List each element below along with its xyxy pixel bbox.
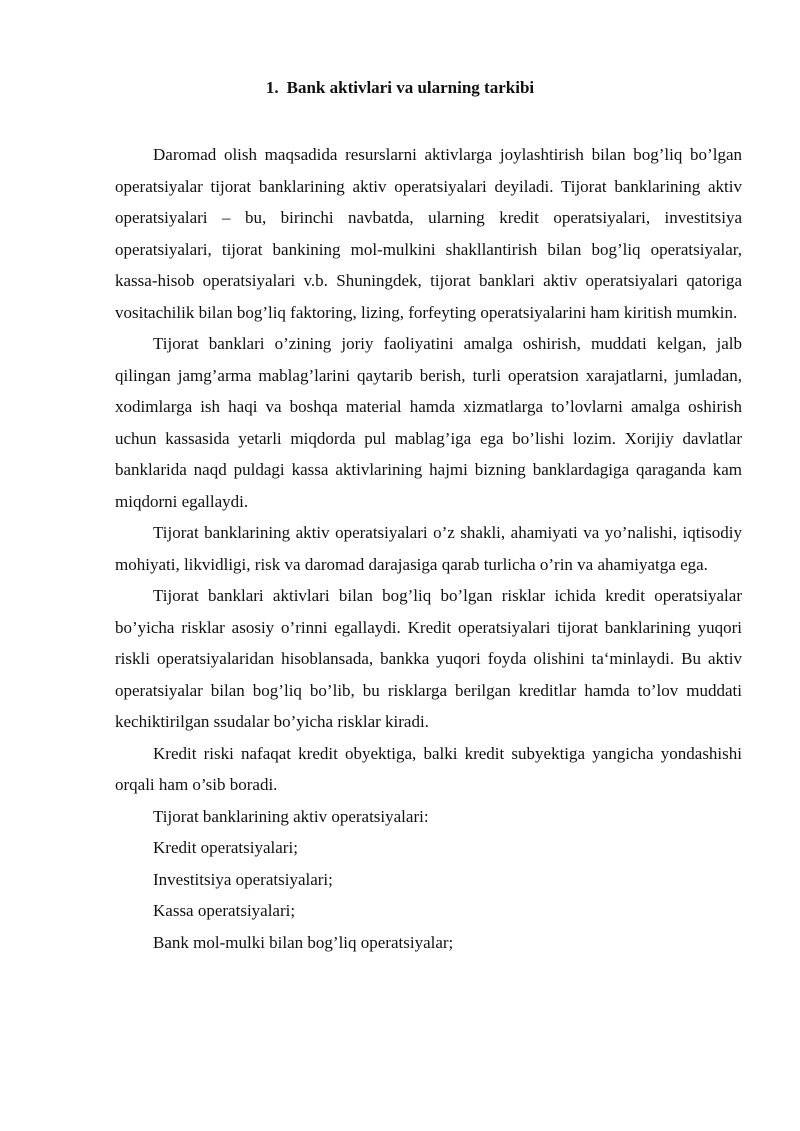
list-item: Bank mol-mulki bilan bog’liq operatsiyalar; (153, 932, 454, 952)
section-heading (0, 76, 800, 100)
paragraph-2: Tijorat banklari o’zining joriy faoliyatini amalga oshirish, muddati kelgan, jalb qilingan jamg’arma mablag’larini qaytarib berish, turli operatsion xarajatlarni, jumladan, xodimlarga ish haqi va boshqa material hamda xizmatlarga to’lovlarni amalga oshirish uchun kassasida yetarli miqdorda pul mablag’iga ega bo’lishi lozim. Xorijiy davlatlar banklarida naqd puldagi kassa aktivlarining hajmi bizning banklardagiga qaraganda kam miqdorni egallaydi. (115, 334, 742, 511)
paragraph-1: Daromad olish maqsadida resurslarni aktivlarga joylashtirish bilan bog’liq bo’lgan operatsiyalar tijorat banklarining aktiv operatsiyalari deyiladi. Tijorat banklarining aktiv operatsiyalari – bu, birinchi navbatda, ularning kredit operatsiyalari, investitsiya operatsiyalari, tijorat bankining mol-mulkini shakllantirish bilan bog’liq operatsiyalar, kassa-hisob operatsiyalari v.b. Shuningdek, tijorat banklari aktiv operatsiyalari qatoriga vositachilik bilan bog’liq faktoring, lizing, forfeyting operatsiyalarini ham kiritish mumkin. (115, 145, 742, 322)
list-item: Kredit operatsiyalari; (153, 838, 298, 857)
paragraph-5: Kredit riski nafaqat kredit obyektiga, balki kredit subyektiga yangicha yondashishi orqali ham o’sib boradi. (115, 743, 742, 794)
section-number: 1. (265, 78, 279, 97)
list-item: Kassa operatsiyalari; (153, 901, 296, 920)
document-body (115, 139, 742, 958)
paragraph-4: Tijorat banklari aktivlari bilan bog’liq bo’lgan risklar ichida kredit operatsiyalar bo’yicha risklar asosiy o’rinni egallaydi. Kredit operatsiyalari tijorat banklarining yuqori riskli operatsiyalaridan hisoblansada, bankka yuqori foyda olishini ta‘minlaydi. Bu aktiv operatsiyalar bilan bog’liq bo’lib, bu risklarga berilgan kreditlar hamda to’lov muddati kechiktirilgan ssudalar bo’yicha risklar kiradi. (115, 586, 742, 731)
list-item: Investitsiya operatsiyalari; (153, 869, 333, 889)
section-title: Bank aktivlari va ularning tarkibi (286, 78, 535, 97)
paragraph-3: Tijorat banklarining aktiv operatsiyalari o’z shakli, ahamiyati va yo’nalishi, iqtisodiy mohiyati, likvidligi, risk va daromad darajasiga qarab turlicha o’rin va ahamiyatga ega. (115, 523, 742, 574)
list-intro: Tijorat banklarining aktiv operatsiyalari: (153, 806, 429, 826)
